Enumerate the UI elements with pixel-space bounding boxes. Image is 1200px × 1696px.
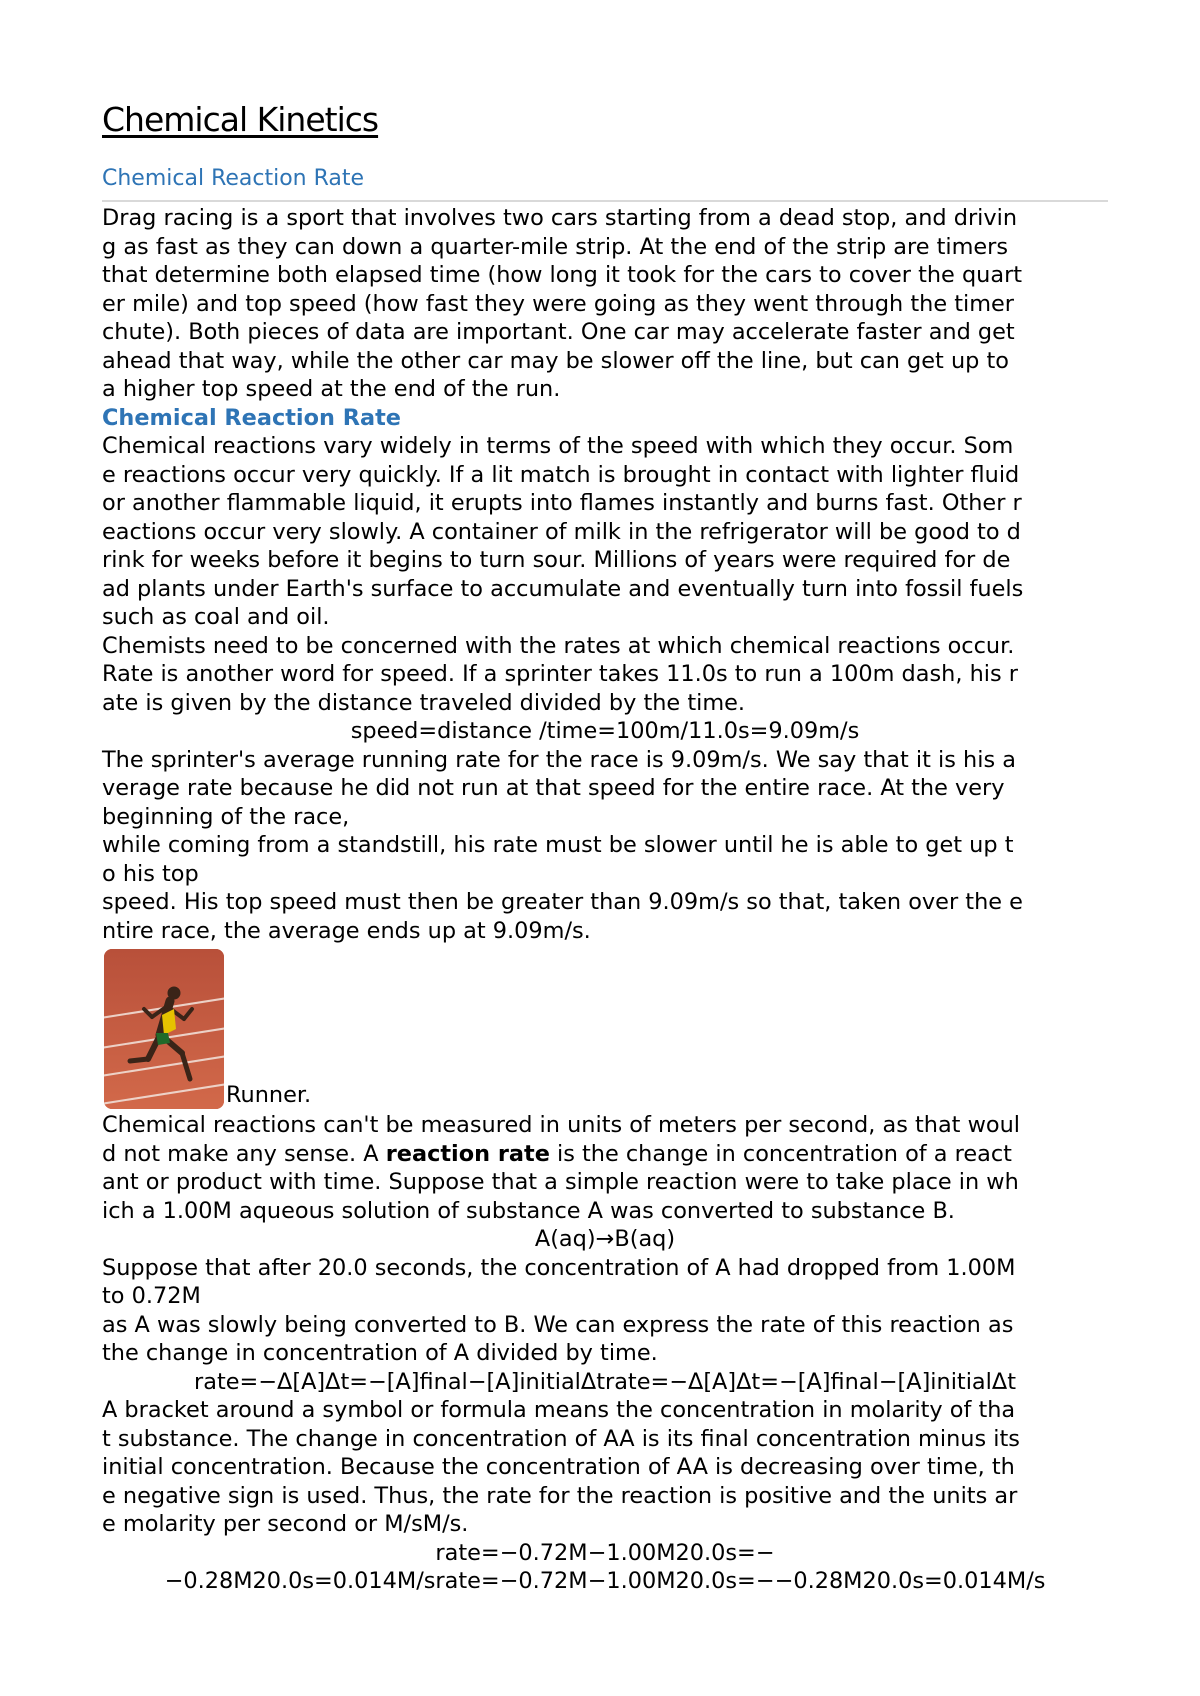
- paragraph-drag-racing: [102, 204, 1108, 404]
- bold-term: reaction rate: [385, 1140, 550, 1167]
- text-line: Rate is another word for speed. If a sprinter takes 11.0s to run a 100m dash, his r: [102, 661, 1018, 687]
- text-line: ahead that way, while the other car may be slower off the line, but can get up to: [102, 347, 1009, 374]
- text-line: initial concentration. Because the concentration of AA is decreasing over time, th: [102, 1454, 1015, 1480]
- text-line: that determine both elapsed time (how long it took for the cars to cover the quart: [102, 262, 1023, 288]
- paragraph-reaction-speeds: [102, 432, 1108, 632]
- text-line: Chemists need to be concerned with the rates at which chemical reactions occur.: [102, 632, 1015, 659]
- text-line: rink for weeks before it begins to turn sour. Millions of years were required for de: [102, 547, 1011, 573]
- text-line: o his top: [102, 860, 199, 887]
- paragraph-reaction-rate: [102, 1111, 1108, 1225]
- text-line: [102, 1140, 1108, 1169]
- text-line: the change in concentration of A divided by time.: [102, 1340, 658, 1366]
- text-run: d not make any sense. A: [102, 1140, 386, 1167]
- text-line: er mile) and top speed (how fast they were going as they went through the timer: [102, 290, 1015, 317]
- text-line: ntire race, the average ends up at 9.09m/s.: [102, 917, 591, 944]
- text-line: e negative sign is used. Thus, the rate for the reaction is positive and the units ar: [102, 1482, 1018, 1509]
- text-line: speed. His top speed must then be greater than 9.09m/s so that, taken over the e: [102, 889, 1023, 915]
- runner-image: [104, 949, 224, 1109]
- text-line: verage rate because he did not run at that speed for the entire race. At the very: [102, 775, 1005, 801]
- text-line: t substance. The change in concentration of AA is its final concentration minus its: [102, 1425, 1020, 1452]
- text-line: beginning of the race,: [102, 803, 350, 830]
- document-body: [102, 204, 1108, 1596]
- paragraph-bracket: [102, 1396, 1108, 1539]
- equation-reaction: A(aq)→B(aq): [534, 1226, 676, 1252]
- text-line: e molarity per second or M/sM/s.: [102, 1511, 469, 1537]
- text-line: Drag racing is a sport that involves two cars starting from a dead stop, and drivin: [102, 205, 1018, 231]
- text-line: or another flammable liquid, it erupts into flames instantly and burns fast. Other r: [102, 490, 1022, 516]
- paragraph-concentration: [102, 1254, 1108, 1368]
- equation-calc: rate=−0.72M−1.00M20.0s=−: [435, 1539, 775, 1566]
- text-line: Chemical reactions can't be measured in units of meters per second, as that woul: [102, 1112, 1020, 1138]
- text-line: eactions occur very slowly. A container of milk in the refrigerator will be good to d: [102, 518, 1021, 545]
- text-line: A bracket around a symbol or formula means the concentration in molarity of tha: [102, 1397, 1016, 1423]
- section-heading: Chemical Reaction Rate: [102, 166, 365, 191]
- text-line: a higher top speed at the end of the run.: [102, 376, 561, 402]
- heading-rule: [102, 200, 1108, 202]
- equation-calc: −0.28M20.0s=0.014M/srate=−0.72M−1.00M20.0s=−−0.28M20.0s=0.014M/s: [164, 1568, 1046, 1594]
- paragraph-rates: [102, 632, 1108, 718]
- text-line: ad plants under Earth's surface to accumulate and eventually turn into fossil fuels: [102, 575, 1024, 602]
- text-line: while coming from a standstill, his rate must be slower until he is able to get up t: [102, 832, 1014, 858]
- text-line: such as coal and oil.: [102, 604, 330, 630]
- text-line: ich a 1.00M aqueous solution of substance A was converted to substance B.: [102, 1197, 955, 1224]
- text-line: Chemical reactions vary widely in terms of the speed with which they occur. Som: [102, 433, 1014, 459]
- equation-speed: speed=distance /time=100m/11.0s=9.09m/s: [350, 718, 860, 744]
- text-line: Suppose that after 20.0 seconds, the concentration of A had dropped from 1.00M: [102, 1254, 1016, 1281]
- runner-figure: [102, 945, 1108, 1111]
- text-line: g as fast as they can down a quarter-mile strip. At the end of the strip are timers: [102, 233, 1009, 260]
- text-line: as A was slowly being converted to B. We can express the rate of this reaction as: [102, 1311, 1014, 1338]
- equation-rate: rate=−Δ[A]Δt=−[A]final−[A]initialΔtrate=−Δ[A]Δt=−[A]final−[A]initialΔt: [194, 1368, 1016, 1395]
- text-line: to 0.72M: [102, 1283, 201, 1309]
- text-line: ate is given by the distance traveled divided by the time.: [102, 689, 746, 716]
- text-run: is the change in concentration of a react: [549, 1140, 1012, 1167]
- text-line: The sprinter's average running rate for the race is 9.09m/s. We say that it is his a: [102, 746, 1016, 773]
- image-caption: Runner.: [226, 1082, 312, 1108]
- subheading: Chemical Reaction Rate: [102, 404, 401, 431]
- paragraph-average-rate: [102, 746, 1108, 946]
- text-line: ant or product with time. Suppose that a simple reaction were to take place in wh: [102, 1169, 1019, 1195]
- page-title: Chemical Kinetics: [102, 100, 379, 139]
- text-line: chute). Both pieces of data are important. One car may accelerate faster and get: [102, 319, 1015, 345]
- text-line: e reactions occur very quickly. If a lit match is brought in contact with lighter fluid: [102, 461, 1020, 488]
